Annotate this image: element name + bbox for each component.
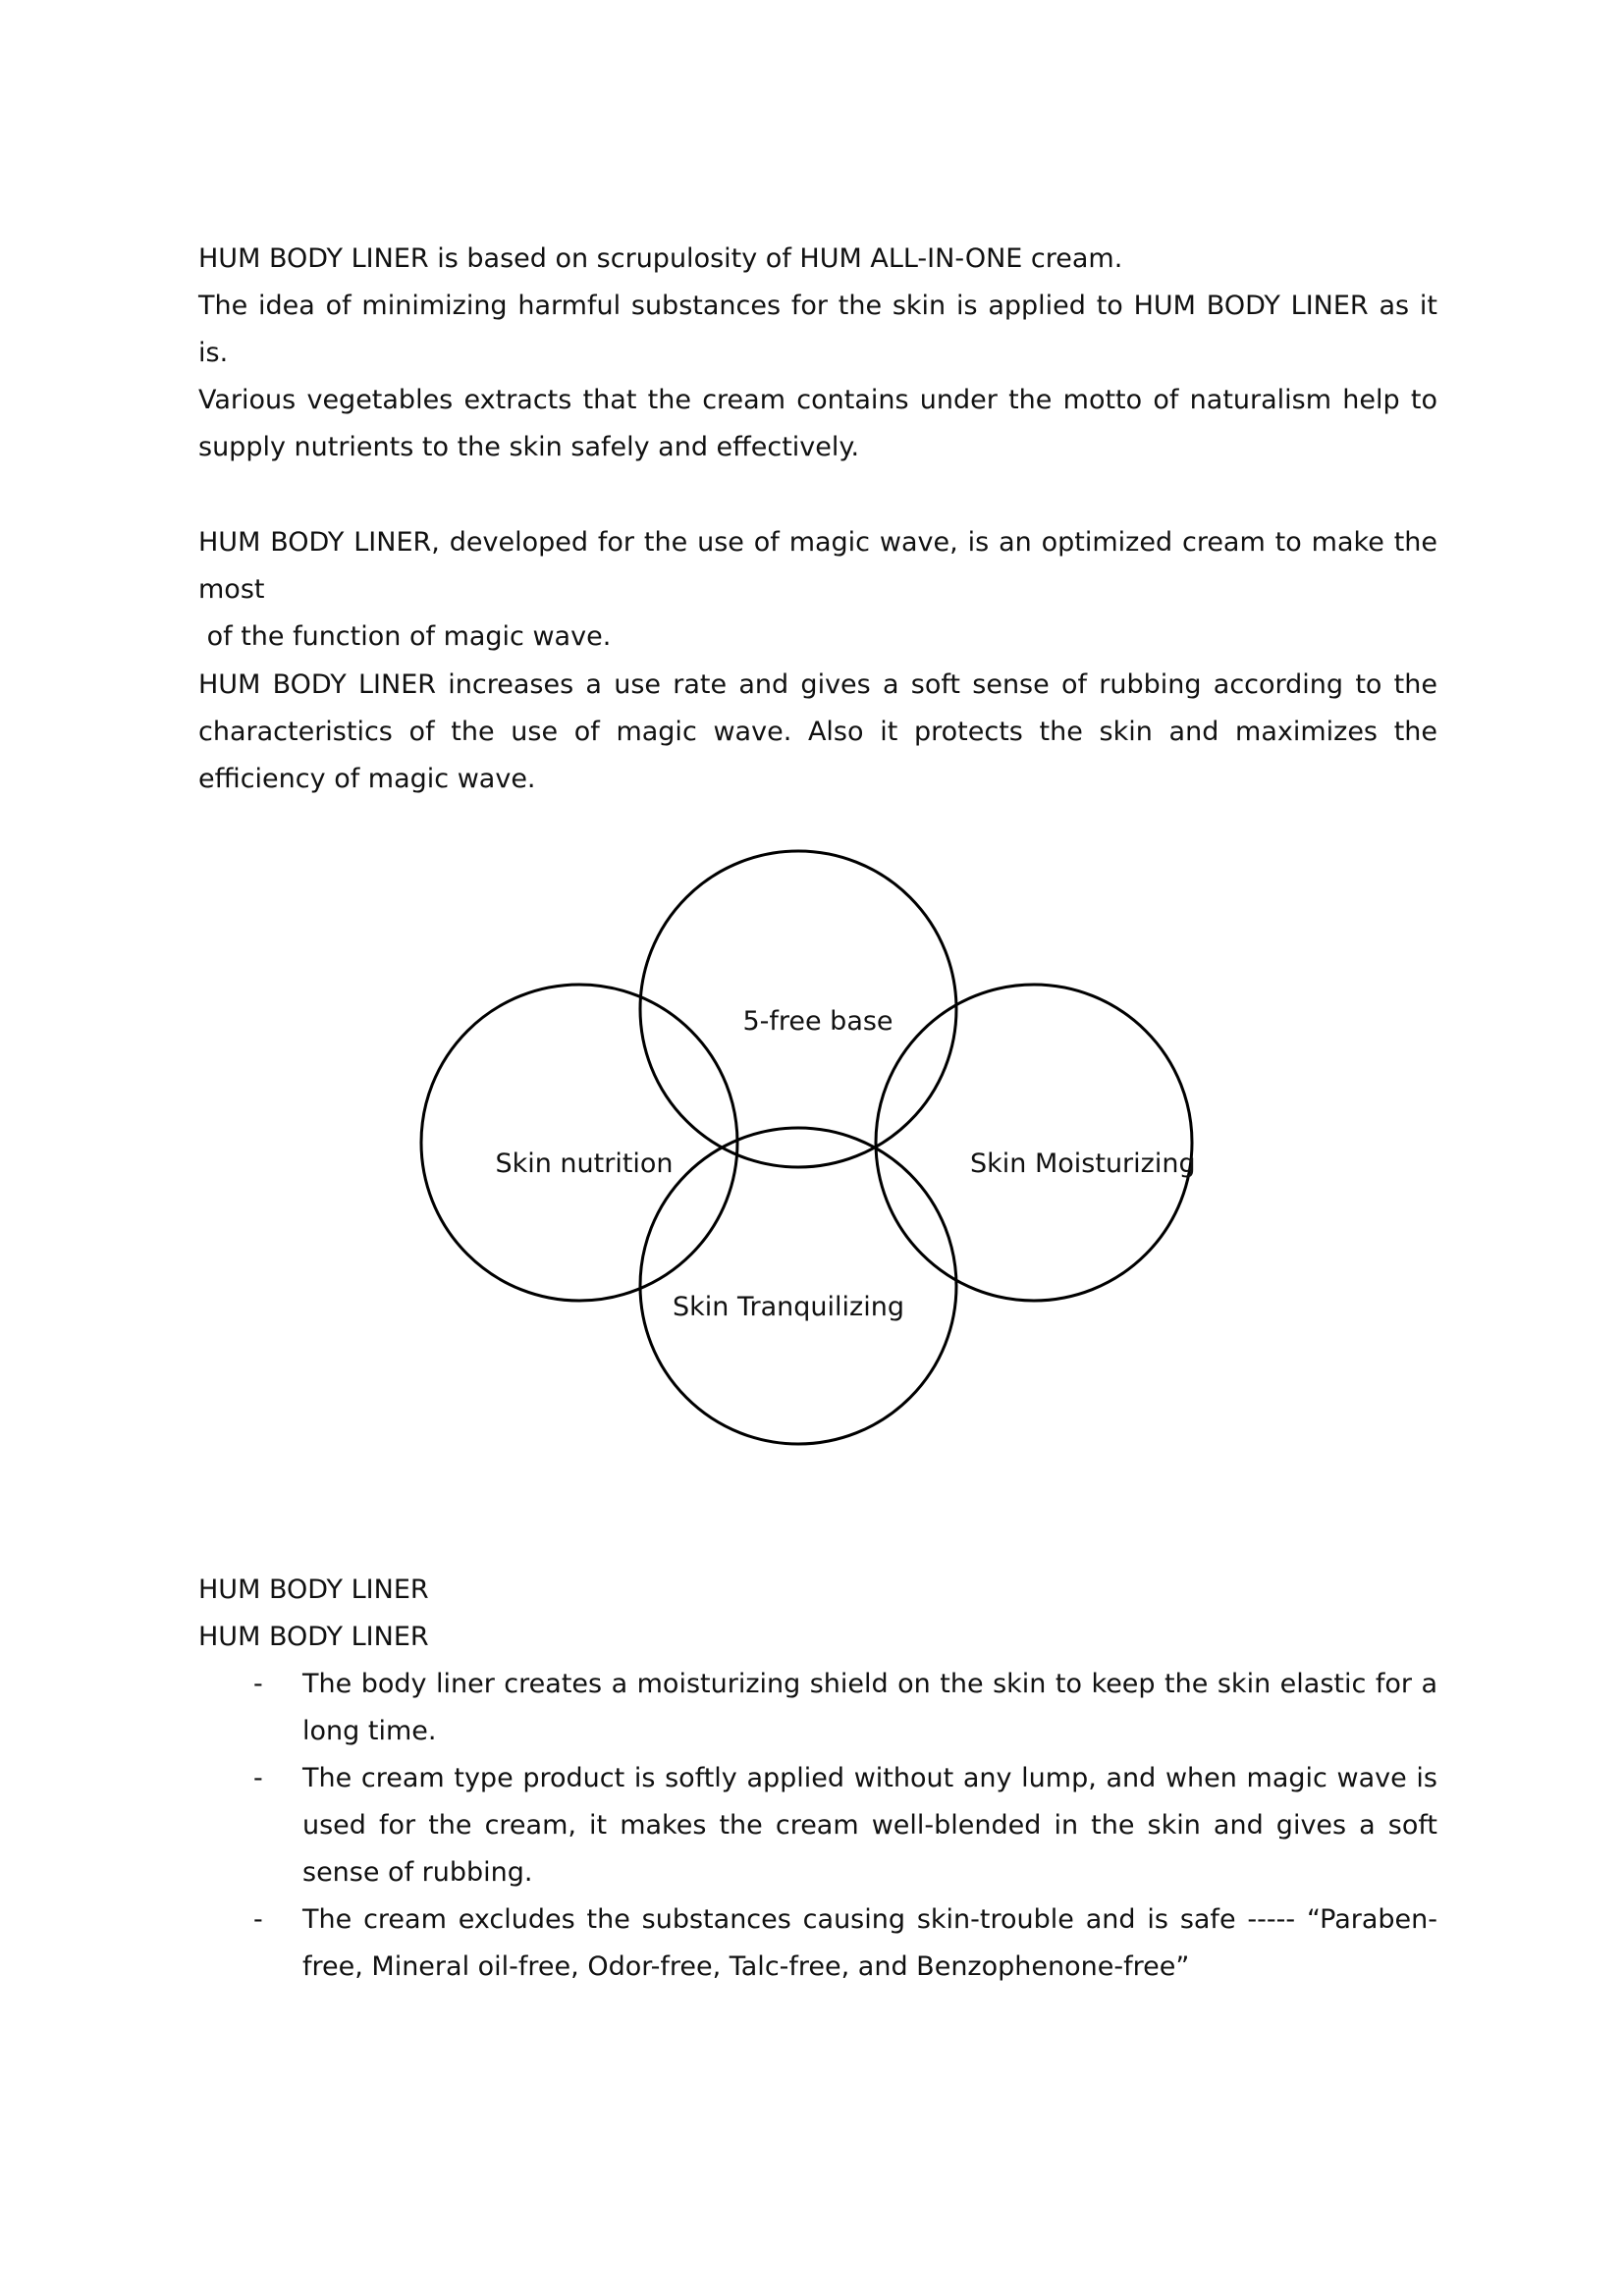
- magic-wave-line-2: of the function of magic wave.: [198, 621, 612, 652]
- intro-line-1: HUM BODY LINER is based on scrupulosity of HUM ALL-IN-ONE cream.: [198, 243, 1123, 274]
- section-heading-1: HUM BODY LINER: [198, 1575, 429, 1605]
- bullet-text: The cream type product is softly applied without any lump, and when magic wave is used for the cream, it makes the cream well-blended in the skin and gives a soft sense of rubbing.: [302, 1763, 1437, 1888]
- intro-line-2: The idea of minimizing harmful substances for the skin is applied to HUM BODY LINER as it is.: [198, 291, 1437, 368]
- venn-svg: [412, 850, 1198, 1449]
- circle-left: [421, 985, 737, 1301]
- section-heading-2: HUM BODY LINER: [198, 1622, 429, 1652]
- circle-bottom: [640, 1128, 956, 1444]
- label-skin-tranquilizing: Skin Tranquilizing: [673, 1292, 904, 1322]
- bullet-text: The cream excludes the substances causing skin-trouble and is safe ----- “Paraben-free, Mineral oil-free, Odor-free, Talc-free, and Benzophenone-free”: [302, 1904, 1437, 1982]
- bullet-text: The body liner creates a moisturizing shield on the skin to keep the skin elastic for a long time.: [302, 1669, 1437, 1746]
- magic-wave-line-1: HUM BODY LINER, developed for the use of magic wave, is an optimized cream to make the most: [198, 527, 1437, 605]
- use-rate-paragraph: [198, 662, 1437, 803]
- magic-wave-paragraph: [198, 519, 1437, 661]
- vegetables-text: Various vegetables extracts that the cream contains under the motto of naturalism help to supply nutrients to the skin safely and effectively.: [198, 385, 1437, 462]
- intro-paragraph: [198, 236, 1437, 377]
- label-5-free-base: 5-free base: [742, 1006, 893, 1037]
- benefits-venn-diagram: [412, 850, 1198, 1449]
- product-section: [198, 1567, 1437, 1991]
- label-skin-nutrition: Skin nutrition: [495, 1148, 674, 1179]
- list-item: [198, 1755, 1437, 1896]
- bullet-dash: -: [253, 1669, 263, 1699]
- benefit-list: [198, 1661, 1437, 1991]
- bullet-dash: -: [253, 1904, 263, 1935]
- bullet-dash: -: [253, 1763, 263, 1793]
- circle-right: [876, 985, 1192, 1301]
- label-skin-moisturizing: Skin Moisturizing: [970, 1148, 1196, 1179]
- list-item: [198, 1661, 1437, 1755]
- vegetables-paragraph: [198, 377, 1437, 471]
- use-rate-text: HUM BODY LINER increases a use rate and gives a soft sense of rubbing according to the characteristics of the use of magic wave. Also it protects the skin and maximizes the efficiency of magic wave.: [198, 669, 1437, 794]
- list-item: [198, 1896, 1437, 1991]
